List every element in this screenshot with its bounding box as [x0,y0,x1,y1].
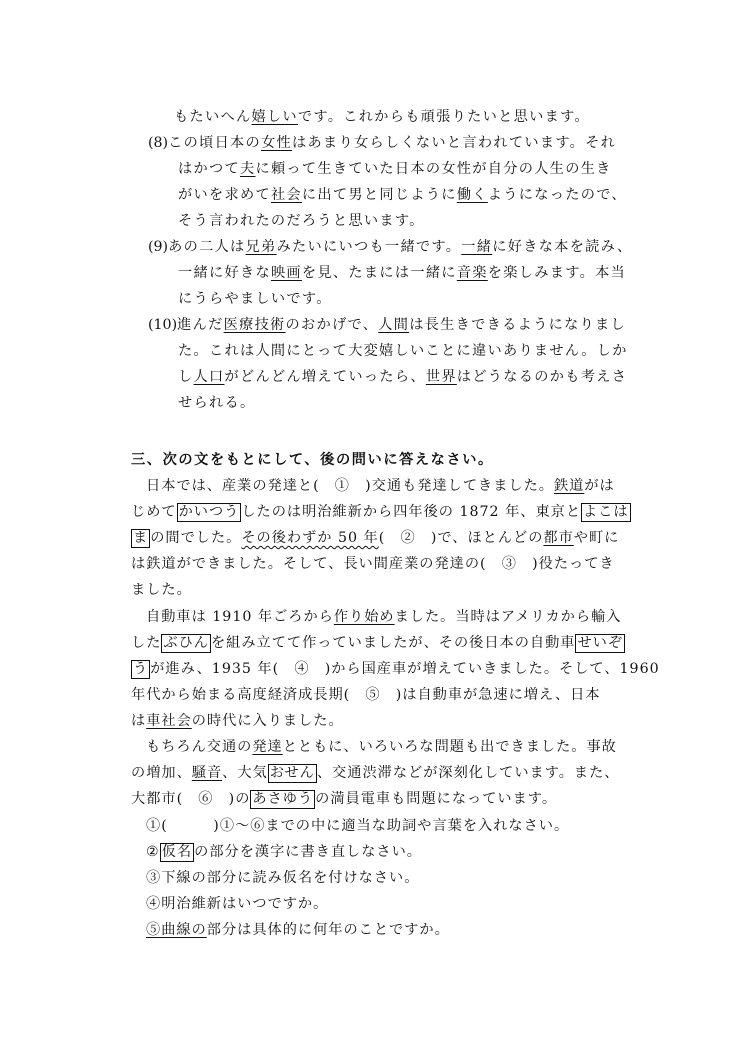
text: の時代に入りました。 [191,713,344,729]
underlined-word: 人口 [193,369,225,385]
text: 自動車は 1910 年ごろから [146,609,334,625]
text: の部分を漢字に書き直しなさい。 [194,844,422,860]
para2-line-3 [131,659,660,679]
text: し [178,369,194,385]
text: そう言われたのだろうと思います。 [178,213,425,229]
text: の間でした。 [150,530,242,546]
underlined-word: 騒音 [191,765,223,781]
boxed-kana: ぶひん [163,635,209,651]
text: 年代から始まる高度経済成長期( ⑤ )は自動車が急速に増え、日本 [131,687,601,703]
underlined-word: 働く [456,187,488,203]
underlined-word: 作り始め [333,609,395,625]
para1-line-4 [131,554,615,574]
underlined-word: 車社会 [146,713,192,729]
text: とともに、いろいろな問題も出できました。事故 [282,739,617,755]
para3-line-1 [146,737,617,757]
boxed-kana: おせん [269,765,315,781]
underlined-word: 都市 [543,530,574,546]
text: た。これは人間にとって大変嬉しいことに違いありません。しか [178,343,628,359]
text: 進んだ [177,317,224,333]
item-8-line-2 [178,159,612,179]
underlined-word: 一緒 [461,239,493,255]
text: に頼って生きていた日本の女性が自分の人生の生き [255,161,612,177]
text: はかつて [178,161,240,177]
text: のおかげで、 [285,317,379,333]
item-10-line-2 [178,341,628,361]
item-number: (9) [148,239,169,255]
text: を楽しみます。本当 [487,265,627,281]
boxed-kana: あさゆう [252,791,314,807]
text: あの二人は [168,239,246,255]
question-4: ④明治維新はいつですか。 [146,896,329,912]
underlined-word: 世界 [425,369,457,385]
text: の満員電車も問題になっています。 [315,791,558,807]
text: がいを求めて [178,187,271,203]
boxed-kana: う [133,661,149,677]
item-10-line-1 [148,315,626,335]
boxed-word: 仮名 [161,844,193,860]
text: を組み立てて作っていましたが、その後日本の自動車 [210,635,576,651]
underlined-word: 嬉しい [251,109,298,125]
underlined-word: 医療技術 [223,317,286,333]
underlined-word: 兄弟 [245,239,277,255]
para1-line-2 [131,502,631,522]
text-line [174,107,590,127]
underlined-word: 音楽 [456,265,488,281]
text: もちろん交通の [146,739,253,755]
text: にうらやましいです。 [178,291,332,307]
text: みたいにいつも一緒です。 [276,239,462,255]
para1-line-5 [131,580,192,600]
text: ました。 [131,582,192,598]
text: じめて [131,504,177,520]
wavy-underlined-phrase: その後わずか 50 年 [241,530,379,546]
question-number: ② [146,844,160,860]
text: せられる。 [178,395,256,411]
text: がは [584,478,615,494]
text: した [131,635,162,651]
text: 日本では、産業の発達と( ① )交通も発達してきました。 [146,478,554,494]
text: ようになったので、 [487,187,627,203]
text: はどうなるのかも考えさ [456,369,628,385]
boxed-kana: せいぞ [577,635,624,651]
text: もたいへん [174,109,252,125]
underlined-word: ⑤曲線の [146,922,207,938]
text: がどんどん増えていったら、 [224,369,426,385]
text: は [131,713,147,729]
text: や町に [573,530,620,546]
underlined-word: 映画 [270,265,302,281]
item-8-line-4 [178,211,425,231]
item-8-line-3 [178,185,627,205]
underlined-word: 発達 [252,739,283,755]
question-2 [146,842,422,862]
boxed-kana: かいつう [178,504,240,520]
item-8-line-1 [148,133,616,153]
item-9-line-1 [148,237,633,257]
underlined-word: 社会 [270,187,302,203]
text: 、大気 [222,765,268,781]
question-3: ③下線の部分に読み仮名を付けなさい。 [146,870,420,886]
para3-line-2 [131,763,620,783]
text: 大都市( ⑥ )の [131,791,251,807]
text: この頃日本の [168,135,262,151]
para2-line-2 [131,633,625,653]
text: 、交通渋滞などが深刻化しています。また、 [316,765,620,781]
question-1: ①( )①～⑥までの中に適当な助詞や言葉を入れなさい。 [146,818,570,834]
text: が進み、1935 年( ④ )から国産車が増えていきました。そして、1960 [150,661,660,677]
underlined-word: 夫 [239,161,256,177]
text: を見、たまには一緒に [301,265,457,281]
text: に好きな本を読み、 [492,239,633,255]
text: ( ② )で、ほとんどの [378,530,544,546]
text: はあまり女らしくないと言われています。それ [292,135,617,151]
question-5 [146,920,450,940]
boxed-kana: ま [133,530,149,546]
item-number: (8) [148,135,169,151]
text: は鉄道ができました。そして、長い間産業の発達の( ③ )役たってき [131,556,615,572]
text: の増加、 [131,765,192,781]
section-heading: 三、次の文をもとにして、後の問いに答えなさい。 [131,452,494,468]
underlined-word: 人間 [378,317,410,333]
para2-line-5 [131,711,344,731]
para2-line-1 [146,607,621,627]
text: 部分は具体的に何年のことですか。 [206,922,450,938]
boxed-kana: よこは [583,504,629,520]
item-9-line-2 [178,263,626,283]
item-10-line-4 [178,393,255,413]
para1-line-1 [146,476,615,496]
text: ました。当時はアメリカから輸入 [394,609,622,625]
para2-line-4 [131,685,601,705]
item-9-line-3 [178,289,332,309]
text: です。これからも頑張りたいと思います。 [297,109,590,125]
text: は長生きできるようになりまし [409,317,627,333]
text: 一緒に好きな [178,265,271,281]
underlined-word: 女性 [261,135,293,151]
text: に出て男と同じように [301,187,457,203]
text: したのは明治維新から四年後の 1872 年、東京と [241,504,582,520]
para3-line-3 [131,789,557,809]
item-number: (10) [148,317,178,333]
underlined-word: 鉄道 [553,478,585,494]
item-10-line-3 [178,367,627,387]
para1-line-3 [131,528,619,548]
